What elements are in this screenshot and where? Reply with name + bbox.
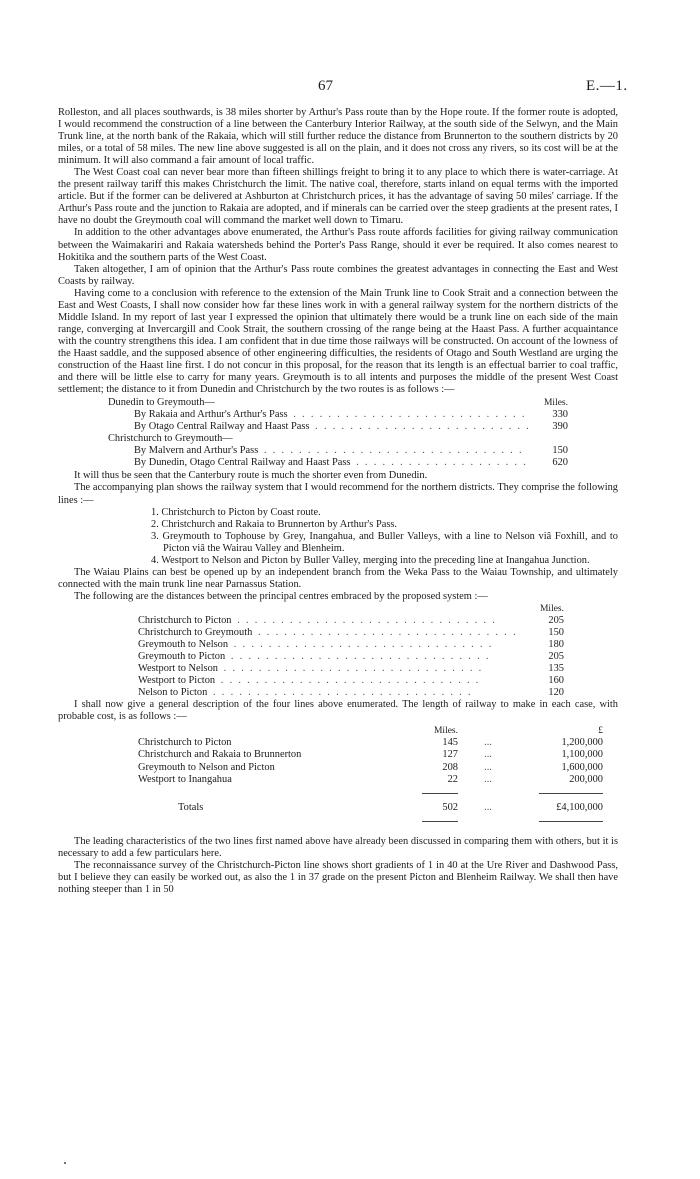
- table-row-label: By Rakaia and Arthur's Arthur's Pass: [134, 409, 288, 421]
- paragraph: Taken altogether, I am of opinion that the Arthur's Pass route combines the greatest advantages in connecting the East and West Coasts by railway.: [58, 263, 618, 287]
- table-row-label: Greymouth to Nelson: [138, 639, 229, 651]
- paragraph: I shall now give a general description of the four lines above enumerated. The length of railway to make in each case, with probable cost, is as follows :—: [58, 699, 618, 723]
- table-row-label: Nelson to Picton: [138, 687, 208, 699]
- table-row-label: Greymouth to Picton: [138, 651, 226, 663]
- table-row-value: 150: [548, 627, 564, 639]
- sum-rule: [539, 821, 603, 822]
- totals-miles: 502: [442, 801, 458, 813]
- table-row-label: Greymouth to Nelson and Picton: [138, 761, 275, 773]
- column-header: £: [598, 726, 603, 737]
- paragraph: It will thus be seen that the Canterbury route is much the shorter even from Dunedin.: [74, 470, 428, 482]
- totals-cost: £4,100,000: [556, 801, 603, 813]
- table-row-label: By Dunedin, Otago Central Railway and Haast Pass: [134, 457, 351, 469]
- list-item: 1. Christchurch to Picton by Coast route.: [151, 506, 321, 518]
- column-header: Miles.: [543, 398, 568, 409]
- paragraph: Rolleston, and all places southwards, is 38 miles shorter by Arthur's Pass route than by the Hope route. If the former route is adopted, I would recommend the construction of a line between the Canterbury Interior Railway, at the south side of the Selwyn, and the Main Trunk line, at the north bank of the Rakaia, which will still further reduce the distance from Brunnerton to the southern districts by 20 miles, or a total of 58 miles. The new line above suggested is all on the plain, and it does not cross any rivers, so its cost will be at the minimum. It will also command a fair amount of local traffic.: [58, 107, 618, 167]
- table-row-miles: 127: [442, 749, 458, 761]
- table-row-label: Christchurch and Rakaia to Brunnerton: [138, 749, 302, 761]
- railway-lines-list: [58, 507, 618, 567]
- table-row-miles: 208: [442, 761, 458, 773]
- route-distance-table: [58, 397, 618, 469]
- paragraph: The Waiau Plains can best be opened up by an independent branch from the Weka Pass to the Waiau Township, and ultimately connected with the main trunk line near Parnassus Station.: [58, 566, 618, 590]
- table-row-value: 150: [552, 445, 568, 457]
- totals-label: Totals: [178, 801, 204, 813]
- paragraph: The accompanying plan shows the railway system that I would recommend for the northern districts. They comprise the following lines :—: [58, 482, 618, 506]
- column-header: Miles.: [539, 603, 564, 614]
- column-header: Miles.: [433, 726, 458, 737]
- table-row-value: 330: [552, 409, 568, 421]
- paragraph: The following are the distances between the principal centres embraced by the proposed system :—: [74, 590, 488, 602]
- table-row-label: Westport to Picton: [138, 675, 216, 687]
- table-row-label: Westport to Nelson: [138, 663, 218, 675]
- table-row-value: 180: [548, 639, 564, 651]
- page-number: 67: [318, 78, 333, 94]
- centres-distance-table: [58, 603, 618, 699]
- table-row-label: Christchurch to Picton: [138, 614, 232, 626]
- page-reference: E.—1.: [586, 78, 628, 94]
- table-row-miles: 145: [442, 737, 458, 749]
- table-row-label: By Malvern and Arthur's Pass: [134, 445, 259, 457]
- list-item: 2. Christchurch and Rakaia to Brunnerton by Arthur's Pass.: [151, 518, 398, 530]
- sum-rule: [422, 793, 458, 794]
- table-row-cost: 1,600,000: [561, 761, 603, 773]
- table-row-cost: 1,200,000: [561, 737, 603, 749]
- paragraph: In addition to the other advantages above enumerated, the Arthur's Pass route affords facilities for giving railway communication between the Waimakariri and Rakaia watersheds behind the Porter's Pass Range, should it ever be required. It also comes nearest to Hokitika and the southern parts of the West Coast.: [58, 227, 618, 263]
- table-row-label: Christchurch to Greymouth: [138, 627, 253, 639]
- table-row-value: 205: [548, 651, 564, 663]
- table-row-cost: 200,000: [569, 773, 603, 785]
- paragraph: The leading characteristics of the two lines first named above have already been discussed in comparing them with others, but it is necessary to add a few particulars here.: [58, 835, 618, 859]
- table-row-value: 160: [548, 675, 564, 687]
- sum-rule: [422, 821, 458, 822]
- paragraph: Having come to a conclusion with reference to the extension of the Main Trunk line to Cook Strait and a connection between the East and West Coasts, I shall now consider how far these lines work in with a general railway system for the northern districts of the Middle Island. In my report of last year I expressed the opinion that ultimately there would be a trunk line on each side of the main range, converging at Invercargill and Cook Strait, the southern crossing of the range being at the Haast Pass. A further acquaintance with the country strengthens this idea. I am confident that in due time those railways will be constructed. On account of the lowness of the Haast saddle, and the supposed absence of other engineering difficulties, the residents of Otago and South Westland are urging the construction of the Haast line first. I do not concur in this proposal, for the reason that its length is an effectual barrier to coal traffic, and there will be little else to carry for many years. Greymouth is to all intents and purposes the middle of the present West Coast settlement; the distance to it from Dunedin and Christchurch by the two routes is as follows :—: [58, 287, 618, 396]
- cost-table: Miles. £ Christchurch to Picton 145 ... 1,200,000 Christchurch and Rakaia to Brunnerton 127 ... 1,100,000 Greymouth to Nelson and Picton 208 ... 1,600,000 Westport to Inangahua 22 ... 200,000 Totals 502 ... £4,100,000: [58, 725, 618, 825]
- sum-rule: [539, 793, 603, 794]
- table-heading: Christchurch to Greymouth—: [108, 433, 233, 445]
- table-row-value: 390: [552, 421, 568, 433]
- table-row-label: Christchurch to Picton: [138, 737, 232, 749]
- list-item: 3. Greymouth to Tophouse by Grey, Inangahua, and Buller Valleys, with a line to Nelson viâ Foxhill, and to Picton viâ the Wairau Valley and Blenheim.: [151, 530, 618, 554]
- table-row-value: 620: [552, 457, 568, 469]
- table-heading: Dunedin to Greymouth—: [108, 397, 215, 409]
- list-item: 4. Westport to Nelson and Picton by Buller Valley, merging into the preceding line at Inangahua Junction.: [151, 554, 590, 566]
- paragraph: The reconnaissance survey of the Christchurch-Picton line shows short gradients of 1 in 40 at the Ure River and Dashwood Pass, but I believe they can easily be worked out, as also the 1 in 37 grade on the present Picton and Blenheim Railway. We shall then have nothing steeper than 1 in 50: [58, 859, 618, 895]
- table-row-cost: 1,100,000: [561, 749, 603, 761]
- table-row-value: 120: [548, 687, 564, 699]
- table-row-value: 205: [548, 614, 564, 626]
- body-text: [58, 107, 618, 896]
- table-row-miles: 22: [447, 773, 458, 785]
- paragraph: The West Coast coal can never bear more than fifteen shillings freight to bring it to any place to which there is water-carriage. At the present railway tariff this makes Christchurch the limit. The native coal, therefore, starts inland on equal terms with the imported article. But if the former can be delivered at Ashburton at Christchurch prices, it has the advantage of saving 50 miles' carriage. If the Arthur's Pass route and the junction to Rakaia are adopted, and if minerals can be carried over the steep gradients at the present rates, I have no doubt the Greymouth coal will command the market well down to Timaru.: [58, 167, 618, 227]
- table-row-label: By Otago Central Railway and Haast Pass: [134, 421, 310, 433]
- page-speck: [64, 1162, 66, 1164]
- table-row-value: 135: [548, 663, 564, 675]
- table-row-label: Westport to Inangahua: [138, 773, 232, 785]
